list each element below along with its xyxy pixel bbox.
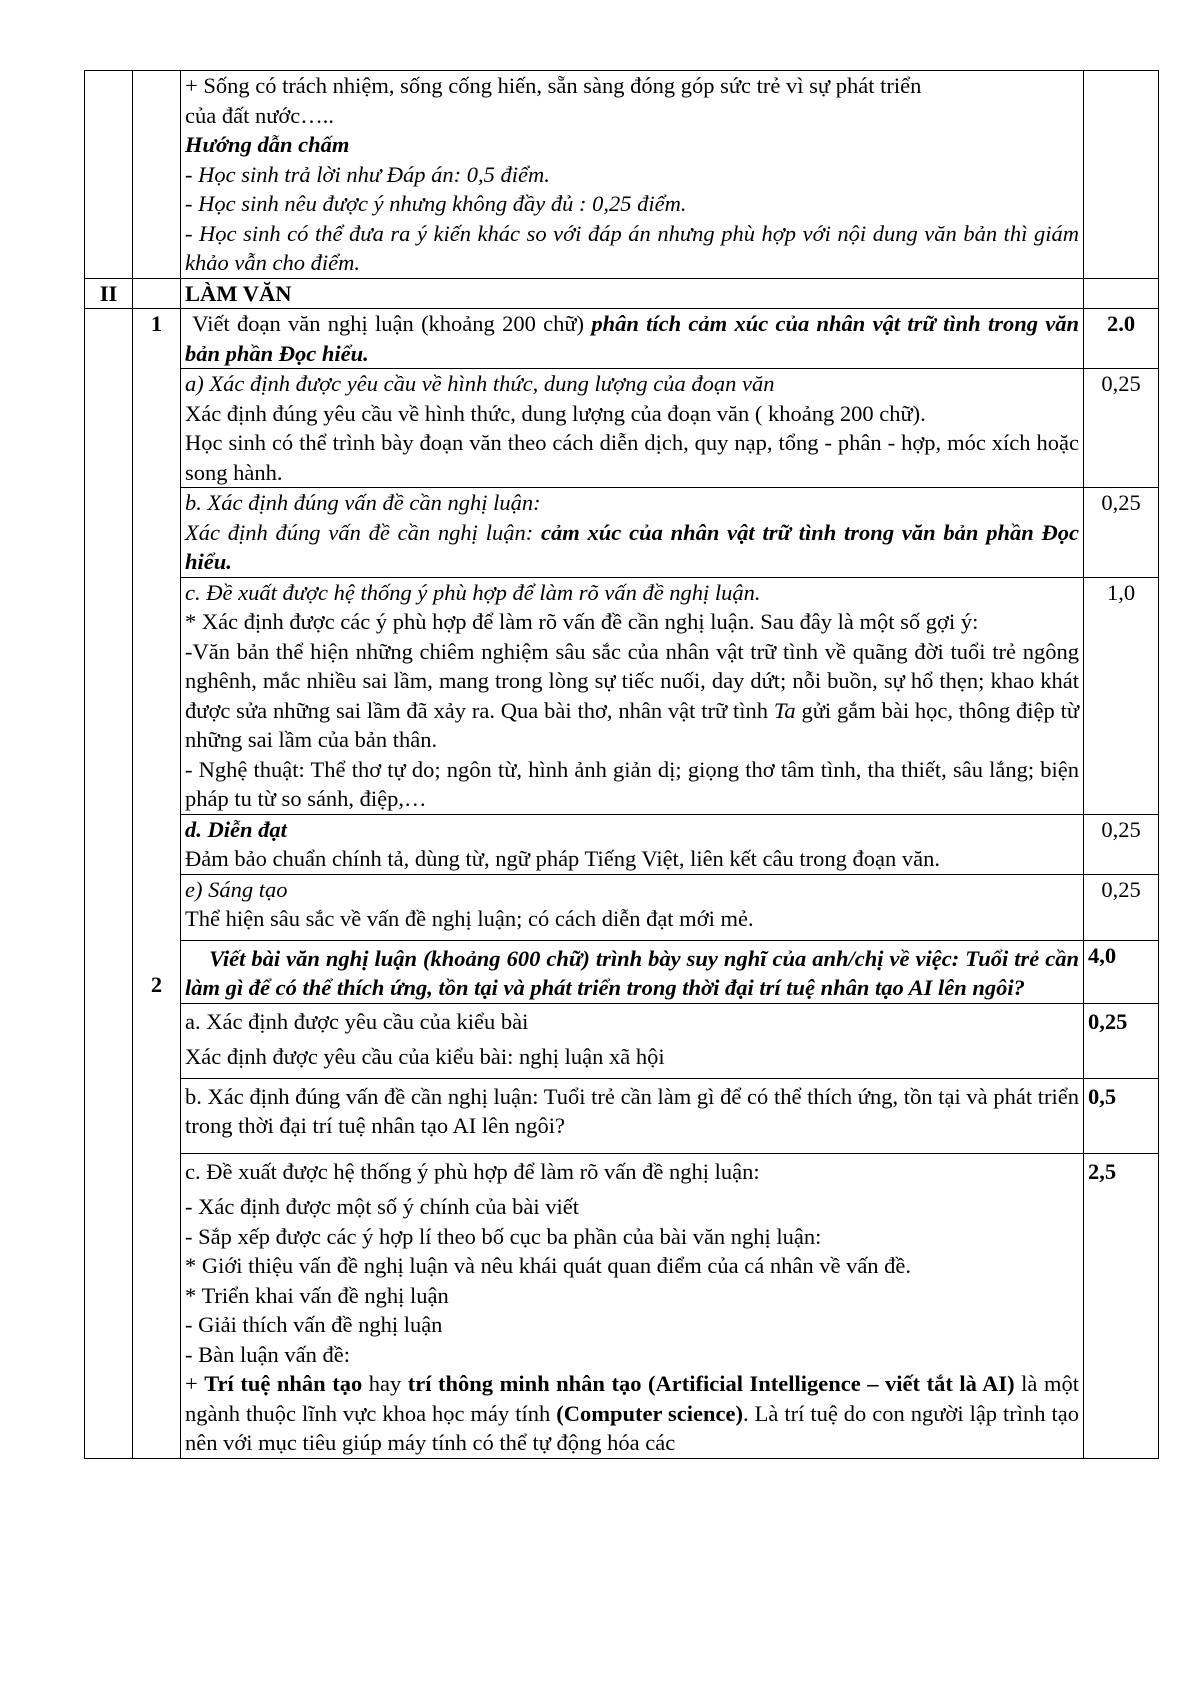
q1-b-score: 0,25 — [1084, 488, 1159, 578]
q1-b-plain: Xác định đúng vấn đề cần nghị luận: — [185, 519, 541, 545]
q2-score: 4,0 — [1084, 940, 1159, 1003]
cell-section-span — [85, 309, 133, 1459]
text-part: + — [185, 1371, 205, 1396]
q1-c-score: 1,0 — [1084, 577, 1159, 814]
q1-c-content — [181, 577, 1084, 814]
row-q2-intro — [85, 940, 1159, 1003]
guide-title: Hướng dẫn chấm — [185, 132, 350, 157]
q1-b-content — [181, 488, 1084, 578]
q1-a-content — [181, 369, 1084, 488]
text-line: -Văn bản thể hiện những chiêm nghiệm sâu sắc của nhân vật trữ tình về quãng đời tuổi trẻ ngông nghênh, mắc nhiều sai lầm, mang trong lòng sự tiếc nuối, day dứt; nỗi buồn, sự hổ thẹn; khao khát được sửa những sai lầm đã xảy ra. Qua bài thơ, nhân vật trữ tình — [185, 638, 1079, 723]
q1-e-content — [181, 874, 1084, 940]
row-q1-c — [85, 577, 1159, 814]
q2-b-score: 0,5 — [1084, 1078, 1159, 1153]
text-line: + Sống có trách nhiệm, sống cống hiến, sẵn sàng đóng góp sức trẻ vì sự phát triển — [185, 73, 922, 98]
guide-item: - Học sinh trả lời như Đáp án: 0,5 điểm. — [185, 161, 550, 187]
q2-a-score: 0,25 — [1084, 1003, 1159, 1078]
text-line: Học sinh có thể trình bày đoạn văn theo cách diễn dịch, quy nạp, tổng - phân - hợp, móc xích hoặc song hành. — [185, 430, 1079, 485]
question-number-2: 2 — [133, 940, 181, 1458]
cell-section-empty — [85, 71, 133, 279]
cell-question-span — [133, 369, 181, 941]
guide-item: - Học sinh nêu được ý nhưng không đầy đủ : 0,25 điểm. — [185, 191, 687, 216]
q1-b-bold: cảm xúc của nhân vật trữ tình trong văn bản phần Đọc hiểu. — [185, 519, 1079, 574]
q1-prompt-bold: phân tích cảm xúc của nhân vật trữ tình trong văn bản phần Đọc hiểu. — [185, 311, 1079, 366]
row-q1-b — [85, 488, 1159, 578]
text-line: Thể hiện sâu sắc về vấn đề nghị luận; có cách diễn đạt mới mẻ. — [185, 906, 754, 931]
text-line: Xác định đúng yêu cầu về hình thức, dung lượng của đoạn văn ( khoảng 200 chữ). — [185, 400, 926, 426]
section-title: LÀM VĂN — [181, 278, 1084, 309]
answer-key-table — [84, 70, 1159, 1459]
q2-a-title: a. Xác định được yêu cầu của kiểu bài — [185, 1008, 529, 1034]
q1-prompt-plain: Viết đoạn văn nghị luận (khoảng 200 chữ) — [192, 311, 592, 336]
cell-question-empty — [133, 71, 181, 279]
section-roman: II — [85, 278, 133, 309]
text-line: - Giải thích vấn đề nghị luận — [185, 1312, 443, 1337]
q1-d-content — [181, 814, 1084, 874]
q2-c-score: 2,5 — [1084, 1153, 1159, 1458]
row-q1-d — [85, 814, 1159, 874]
q2-b-content — [181, 1078, 1084, 1153]
text-line: - Xác định được một số ý chính của bài viết — [185, 1194, 579, 1219]
text-part-bold: Trí tuệ nhân tạo — [204, 1371, 363, 1396]
text-line: Đảm bảo chuẩn chính tả, dùng từ, ngữ pháp Tiếng Việt, liên kết câu trong đoạn văn. — [185, 846, 940, 871]
text-part-bold: (Computer science) — [556, 1400, 744, 1426]
cell-question-empty — [133, 278, 181, 309]
q1-c-title: c. Đề xuất được hệ thống ý phù hợp để làm rõ vấn đề nghị luận. — [185, 579, 761, 605]
q1-a-title: a) Xác định được yêu cầu về hình thức, dung lượng của đoạn văn — [185, 371, 775, 396]
question-number-1: 1 — [133, 309, 181, 369]
row-q2-c — [85, 1153, 1159, 1458]
guide-item: - Học sinh có thể đưa ra ý kiến khác so với đáp án nhưng phù hợp với nội dung văn bản thì giám khảo vẫn cho điểm. — [185, 220, 1079, 275]
row-q2-b — [85, 1078, 1159, 1153]
text-part-bold: trí thông minh nhân tạo (Artificial Intelligence – viết tắt là AI) — [407, 1371, 1015, 1396]
text-line: Xác định được yêu cầu của kiểu bài: nghị luận xã hội — [185, 1044, 665, 1069]
q1-prompt — [181, 309, 1084, 369]
text-line: * Giới thiệu vấn đề nghị luận và nêu khái quát quan điểm của cá nhân về vấn đề. — [185, 1253, 912, 1278]
cell-score-empty — [1084, 278, 1159, 309]
cell-content — [181, 71, 1084, 279]
text-line: b. Xác định đúng vấn đề cần nghị luận: Tuổi trẻ cần làm gì để có thể thích ứng, tồn tại và phát triển trong thời đại trí tuệ nhân tạo AI lên ngôi? — [185, 1083, 1079, 1138]
q1-a-score: 0,25 — [1084, 369, 1159, 488]
text-line: - Sắp xếp được các ý hợp lí theo bố cục ba phần của bài văn nghị luận: — [185, 1223, 822, 1249]
q1-d-score: 0,25 — [1084, 814, 1159, 874]
row-q2-a — [85, 1003, 1159, 1078]
text-line: của đất nước….. — [185, 102, 335, 128]
q1-d-title: d. Diễn đạt — [185, 816, 287, 842]
text-line: - Bàn luận vấn đề: — [185, 1341, 350, 1367]
q2-prompt-text: Viết bài văn nghị luận (khoảng 600 chữ) trình bày suy nghĩ của anh/chị về việc: Tuổi trẻ cần làm gì để có thể thích ứng, tồn tại và phát triển trong thời đại trí tuệ nhân tạo AI lên ngôi? — [185, 945, 1079, 1000]
cell-score-empty — [1084, 71, 1159, 279]
text-part: hay — [362, 1371, 408, 1396]
text-part: . Là trí tuệ do con người lập trình tạo nên với mục tiêu giúp máy tính có thể tự động hóa các — [185, 1400, 1080, 1455]
text-ta: Ta — [773, 697, 796, 723]
text-line: * Triển khai vấn đề nghị luận — [185, 1282, 449, 1308]
text-line: gửi gắm bài học, thông điệp từ những sai lầm của bản thân. — [185, 697, 1080, 752]
q2-a-content — [181, 1003, 1084, 1078]
text-part: là một ngành thuộc lĩnh vực khoa học máy tính — [185, 1371, 1079, 1426]
row-q1-e — [85, 874, 1159, 940]
q1-b-title: b. Xác định đúng vấn đề cần nghị luận: — [185, 490, 541, 515]
row-previous-continuation — [85, 71, 1159, 279]
text-line: * Xác định được các ý phù hợp để làm rõ vấn đề cần nghị luận. Sau đây là một số gợi ý: — [185, 609, 979, 634]
row-section-ii — [85, 278, 1159, 309]
q1-e-score: 0,25 — [1084, 874, 1159, 940]
row-q1-a — [85, 369, 1159, 488]
q2-c-content — [181, 1153, 1084, 1458]
row-q1-intro — [85, 309, 1159, 369]
q2-c-title: c. Đề xuất được hệ thống ý phù hợp để làm rõ vấn đề nghị luận: — [185, 1158, 760, 1184]
q2-prompt — [181, 940, 1084, 1003]
q1-e-title: e) Sáng tạo — [185, 876, 288, 902]
text-line: - Nghệ thuật: Thể thơ tự do; ngôn từ, hình ảnh giản dị; giọng thơ tâm tình, tha thiết, sâu lắng; biện pháp tu từ so sánh, điệp,… — [185, 756, 1079, 811]
q1-score: 2.0 — [1084, 309, 1159, 369]
